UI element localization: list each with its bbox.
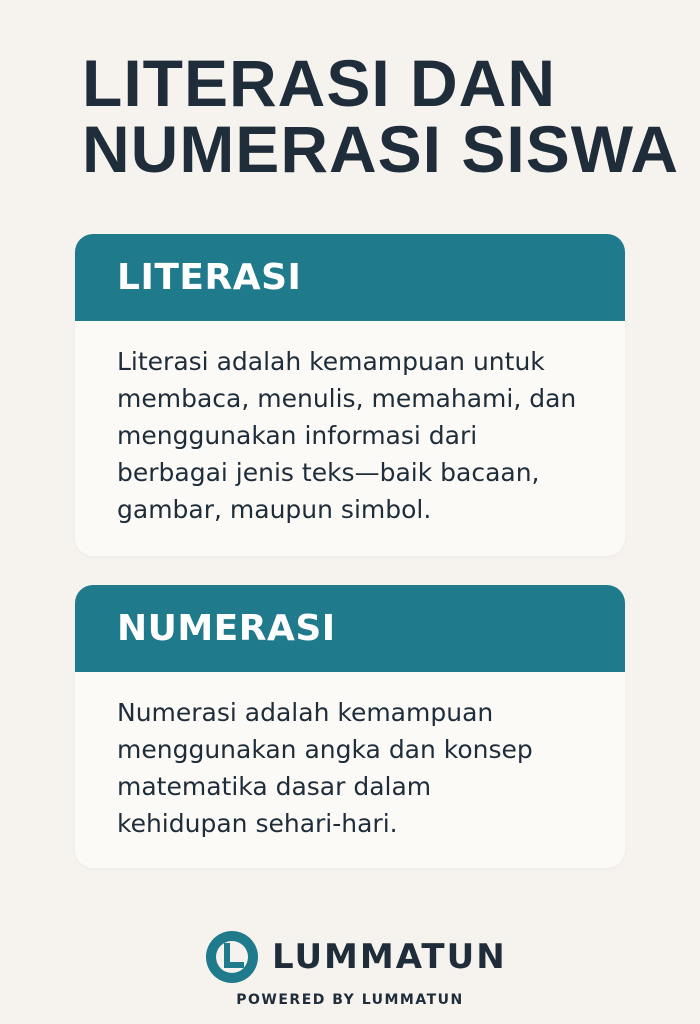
title-line-1: LITERASI DAN bbox=[82, 46, 556, 120]
title-line-2: NUMERASI SISWA bbox=[82, 112, 680, 186]
lummatun-logo-icon bbox=[206, 931, 258, 983]
text-line: Numerasi adalah kemampuan bbox=[117, 698, 494, 727]
numerasi-card bbox=[75, 585, 625, 868]
brand-name: LUMMATUN bbox=[272, 937, 507, 977]
text-line: gambar, maupun simbol. bbox=[117, 495, 432, 524]
text-line: menggunakan informasi dari bbox=[117, 421, 478, 450]
text-line: kehidupan sehari-hari. bbox=[117, 809, 398, 838]
numerasi-card-header bbox=[75, 585, 625, 672]
text-line: matematika dasar dalam bbox=[117, 772, 432, 801]
text-line: berbagai jenis teks—baik bacaan, bbox=[117, 458, 540, 487]
literasi-description bbox=[75, 321, 625, 528]
numerasi-description bbox=[75, 672, 625, 842]
text-line: menggunakan angka dan konsep bbox=[117, 735, 533, 764]
literasi-heading: LITERASI bbox=[117, 257, 302, 298]
text-line: membaca, menulis, memahami, dan bbox=[117, 384, 577, 413]
numerasi-heading: NUMERASI bbox=[117, 608, 336, 649]
powered-by: POWERED BY LUMMATUN bbox=[236, 992, 464, 1008]
literasi-card bbox=[75, 234, 625, 556]
text-line: Literasi adalah kemampuan untuk bbox=[117, 347, 545, 376]
footer-logo bbox=[206, 931, 507, 983]
page-title bbox=[82, 46, 680, 186]
literasi-card-header bbox=[75, 234, 625, 321]
